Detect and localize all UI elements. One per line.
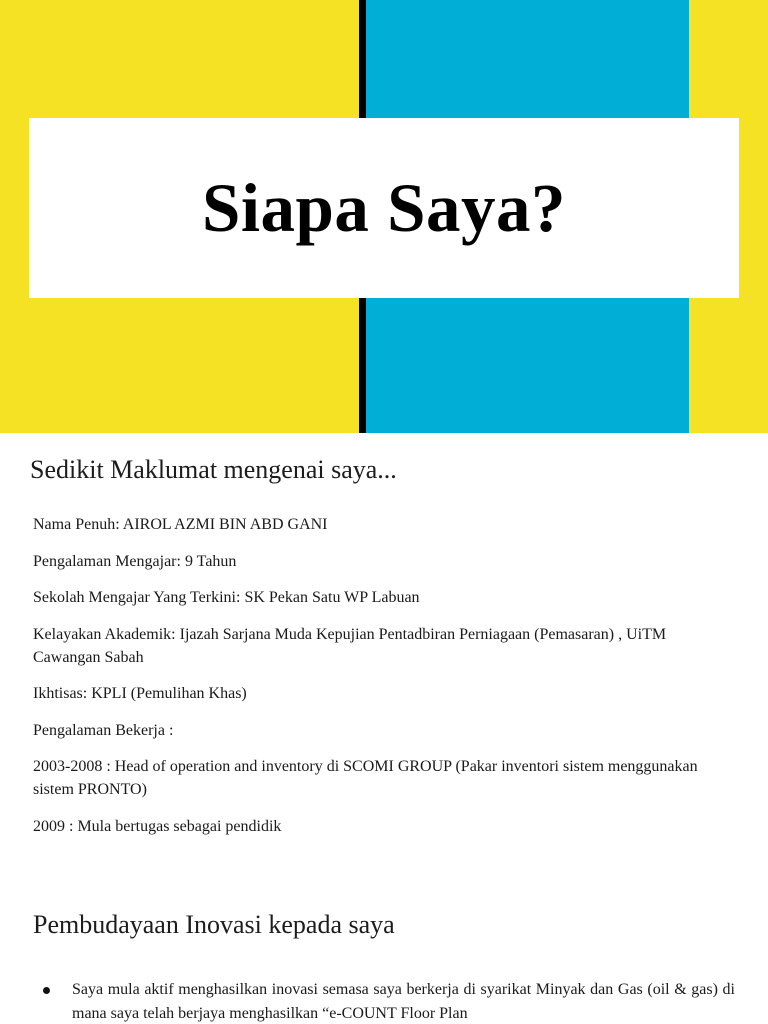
innovation-heading: Pembudayaan Inovasi kepada saya [33,910,395,939]
list-item [33,978,735,1024]
info-line-work-experience: Pengalaman Bekerja : [33,721,174,739]
info-line-current-school: Sekolah Mengajar Yang Terkini: SK Pekan Satu WP Labuan [33,589,420,606]
info-line-teaching-experience: Pengalaman Mengajar: 9 Tahun [33,552,237,570]
innovation-list [33,978,735,1024]
about-heading: Sedikit Maklumat mengenai saya... [30,455,397,484]
bullet-icon [43,987,50,994]
info-line-full-name: Nama Penuh: AIROL AZMI BIN ABD GANI [33,516,328,533]
innovation-bullet-text: Saya mula aktif menghasilkan inovasi semasa saya berkerja di syarikat Minyak dan Gas (oil & gas) di mana saya telah berjaya menghasilkan “e-COUNT Floor Plan [72,981,735,1022]
title-box [29,118,739,298]
info-line-academic-qualification: Kelayakan Akademik: Ijazah Sarjana Muda Kepujian Pentadbiran Perniagaan (Pemasaran) , UiTM Cawangan Sabah [33,625,667,666]
slide-title: Siapa Saya? [201,169,567,246]
title-slide [0,0,768,433]
about-list [33,513,733,851]
info-line-work-2003-2008: 2003-2008 : Head of operation and inventory di SCOMI GROUP (Pakar inventori sistem menggunakan sistem PRONTO) [33,758,698,798]
document-body [0,433,768,1024]
info-line-work-2009: 2009 : Mula bertugas sebagai pendidik [33,817,282,835]
info-line-professional: Ikhtisas: KPLI (Pemulihan Khas) [33,685,247,702]
